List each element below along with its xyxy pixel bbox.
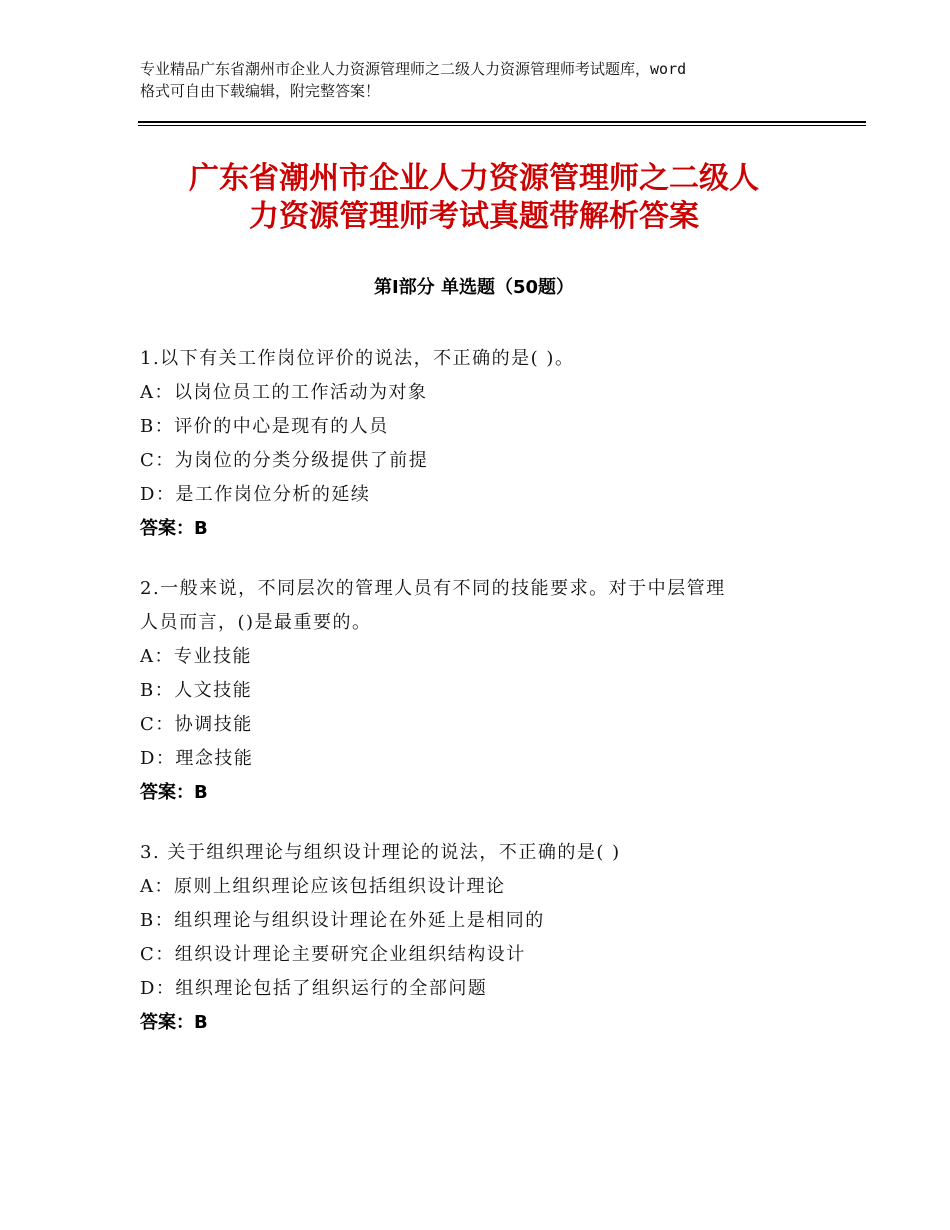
question-stem: 2.一般来说，不同层次的管理人员有不同的技能要求。对于中层管理 <box>140 578 726 599</box>
question-stem-continued: 人员而言，()是最重要的。 <box>140 612 372 633</box>
question-stem: 1.以下有关工作岗位评价的说法，不正确的是( )。 <box>140 348 575 369</box>
option-a: A：原则上组织理论应该包括组织设计理论 <box>140 876 506 897</box>
option-c: C：组织设计理论主要研究企业组织结构设计 <box>140 944 526 965</box>
option-d: D：理念技能 <box>140 748 254 769</box>
question-list <box>140 342 810 1066</box>
answer-label: 答案：B <box>140 782 208 803</box>
answer-label: 答案：B <box>140 1012 208 1033</box>
document-title-line-2: 力资源管理师考试真题带解析答案 <box>249 199 699 234</box>
question-2 <box>140 572 810 810</box>
section-title: 第Ⅰ部分 单选题（50题） <box>373 277 574 298</box>
question-stem: 3. 关于组织理论与组织设计理论的说法，不正确的是( ) <box>140 842 621 863</box>
option-b: B：人文技能 <box>140 680 253 701</box>
option-a: A：专业技能 <box>140 646 252 667</box>
option-b: B：组织理论与组织设计理论在外延上是相同的 <box>140 910 545 931</box>
option-c: C：协调技能 <box>140 714 253 735</box>
header-note <box>140 58 830 102</box>
option-b: B：评价的中心是现有的人员 <box>140 416 389 437</box>
document-title <box>140 160 808 236</box>
header-divider-thick <box>138 121 866 123</box>
document-title-line-1: 广东省潮州市企业人力资源管理师之二级人 <box>189 161 759 196</box>
option-a: A：以岗位员工的工作活动为对象 <box>140 382 428 403</box>
question-3 <box>140 836 810 1040</box>
option-d: D：组织理论包括了组织运行的全部问题 <box>140 978 488 999</box>
option-d: D：是工作岗位分析的延续 <box>140 484 371 505</box>
header-divider-thin <box>138 125 866 126</box>
option-c: C：为岗位的分类分级提供了前提 <box>140 450 429 471</box>
header-note-line-2: 格式可自由下载编辑，附完整答案！ <box>140 82 381 100</box>
header-note-line-1: 专业精品广东省潮州市企业人力资源管理师之二级人力资源管理师考试题库，word <box>140 60 687 78</box>
answer-label: 答案：B <box>140 518 208 539</box>
question-1 <box>140 342 810 546</box>
